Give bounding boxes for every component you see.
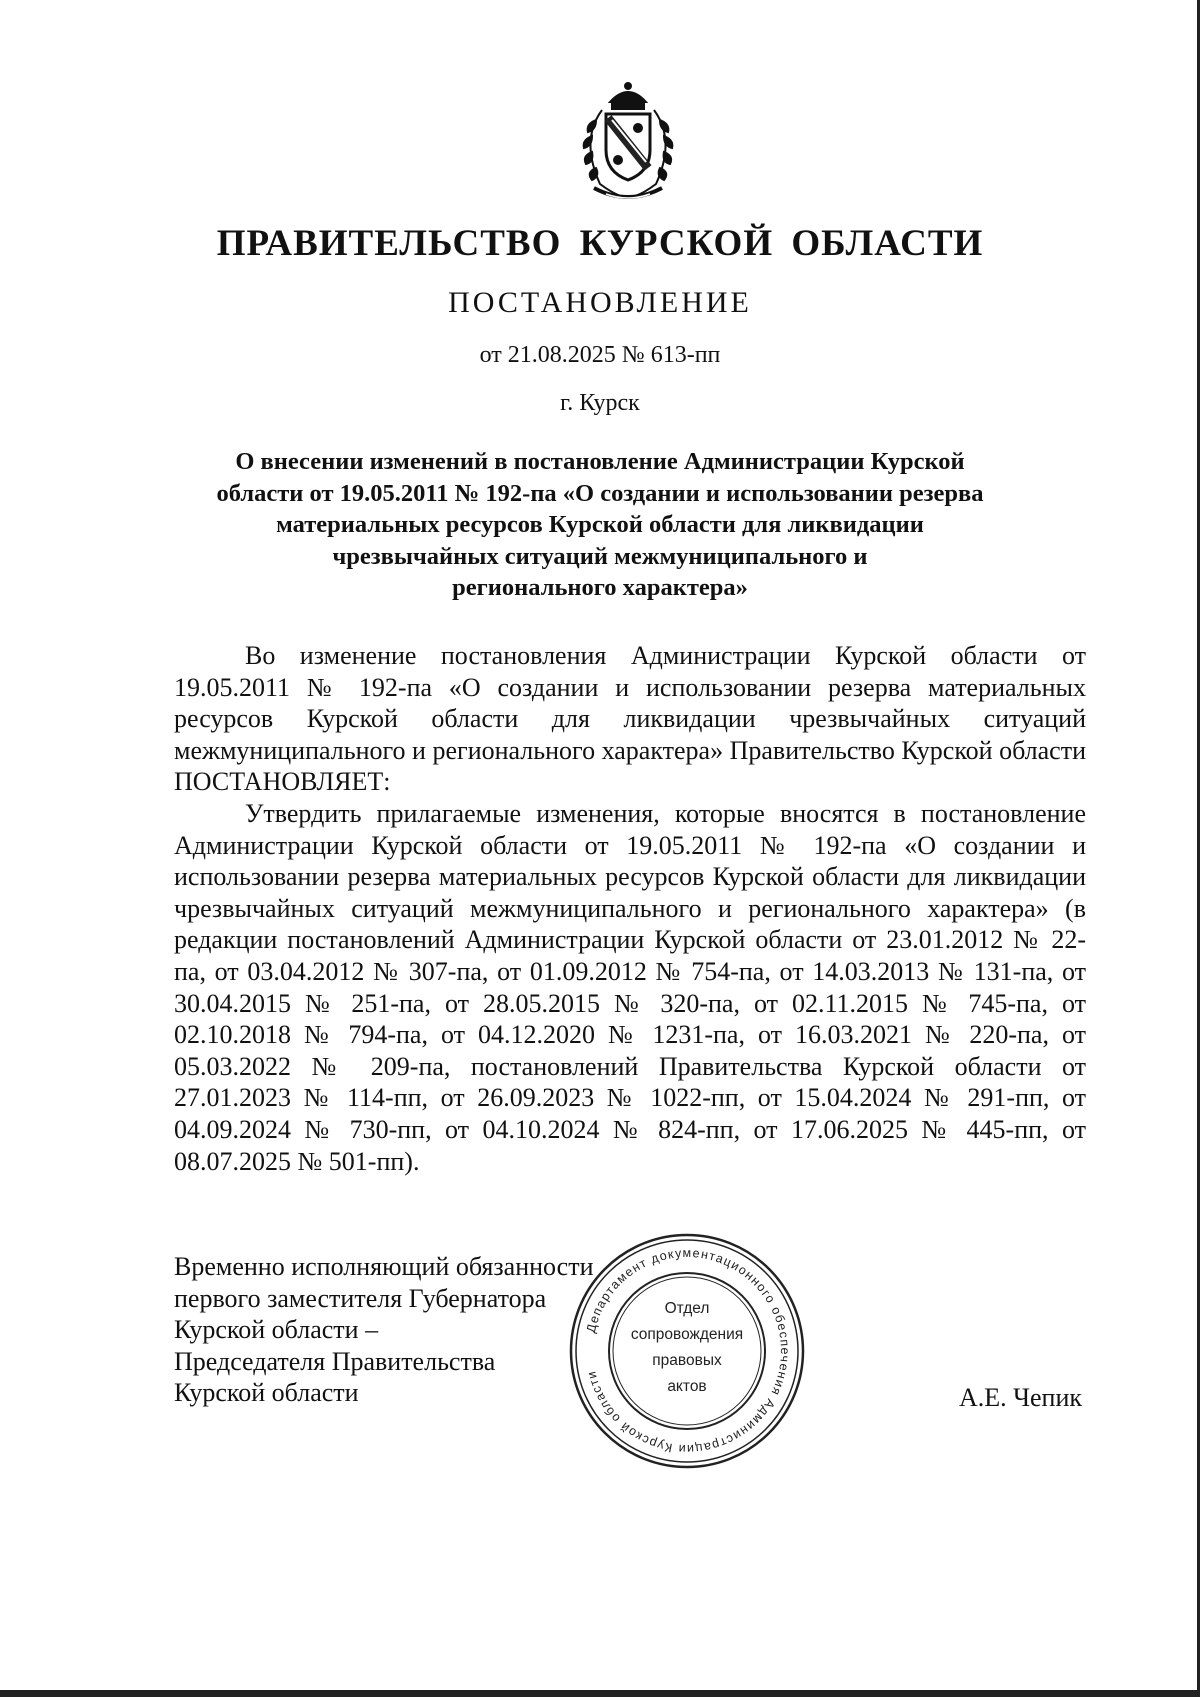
coat-of-arms-icon xyxy=(566,80,690,206)
heading-line: области от 19.05.2011 № 192-па «О создании и использовании резерва xyxy=(216,479,984,507)
document-number: от 21.08.2025 № 613-пп xyxy=(479,342,721,368)
signer-line: первого заместителя Губернатора xyxy=(174,1283,547,1313)
stamp-ring-text: Департамент документационного обеспечения Администрации Курской области xyxy=(583,1245,793,1457)
signer-line: Курской области xyxy=(174,1378,359,1408)
body-paragraph-preamble: Во изменение постановления Администрации Курской области от 19.05.2011 № 192-па «О создании и использовании резерва материальных ресурсов Курской области для ликвидации чрезвычайных ситуаций межмуниципального и регионального характера» Правительство Курской области ПОСТАНОВЛЯЕТ: xyxy=(174,641,1086,797)
government-title: ПРАВИТЕЛЬСТВО КУРСКОЙ ОБЛАСТИ xyxy=(216,223,984,264)
document-heading xyxy=(180,446,1020,604)
stamp-center-line: правовых xyxy=(652,1352,722,1369)
stamp-center-line: актов xyxy=(667,1378,707,1395)
stamp-center-line: сопровождения xyxy=(630,1326,744,1343)
heading-line: материальных ресурсов Курской области для ликвидации xyxy=(276,511,924,538)
signer-name: А.Е. Чепик xyxy=(958,1383,1082,1412)
scan-edge-bottom xyxy=(0,1690,1200,1697)
stamp-center-line: Отдел xyxy=(664,1300,710,1317)
signer-line: Временно исполняющий обязанности xyxy=(174,1252,594,1281)
heading-line: чрезвычайных ситуаций межмуниципального и xyxy=(332,542,868,570)
heading-line: регионального характера» xyxy=(452,574,748,601)
signer-line: Курской области – xyxy=(174,1315,379,1345)
stamp-center-text xyxy=(621,1296,753,1400)
signer-position xyxy=(174,1251,614,1409)
document-type: ПОСТАНОВЛЕНИЕ xyxy=(448,286,752,319)
heading-line: О внесении изменений в постановление Администрации Курской xyxy=(235,448,965,475)
body-paragraph-resolution: Утвердить прилагаемые изменения, которые вносятся в постановление Администрации Курской области от 19.05.2011 № 192-па «О создании и использовании резерва материальных ресурсов Курской области для ликвидации чрезвычайных ситуаций межмуниципального и регионального характера» (в редакции постановлений Администрации Курской области от 23.01.2012 № 22-па, от 03.04.2012 № 307-па, от 01.09.2012 № 754-па, от 14.03.2013 № 131-па, от 30.04.2015 № 251-па, от 28.05.2015 № 320-па, от 02.11.2015 № 745-па, от 02.10.2018 № 794-па, от 04.12.2020 № 1231-па, от 16.03.2021 № 220-па, от 05.03.2022 № 209-па, постановлений Правительства Курской области от 27.01.2023 № 114-пп, от 26.09.2023 № 1022-пп, от 15.04.2024 № 291-пп, от 04.09.2024 № 730-пп, от 04.10.2024 № 824-пп, от 17.06.2025 № 445-пп, от 08.07.2025 № 501-пп). xyxy=(174,798,1086,1176)
signer-line: Председателя Правительства xyxy=(174,1346,496,1376)
document-city: г. Курск xyxy=(560,390,640,416)
document-body xyxy=(174,640,1086,1177)
